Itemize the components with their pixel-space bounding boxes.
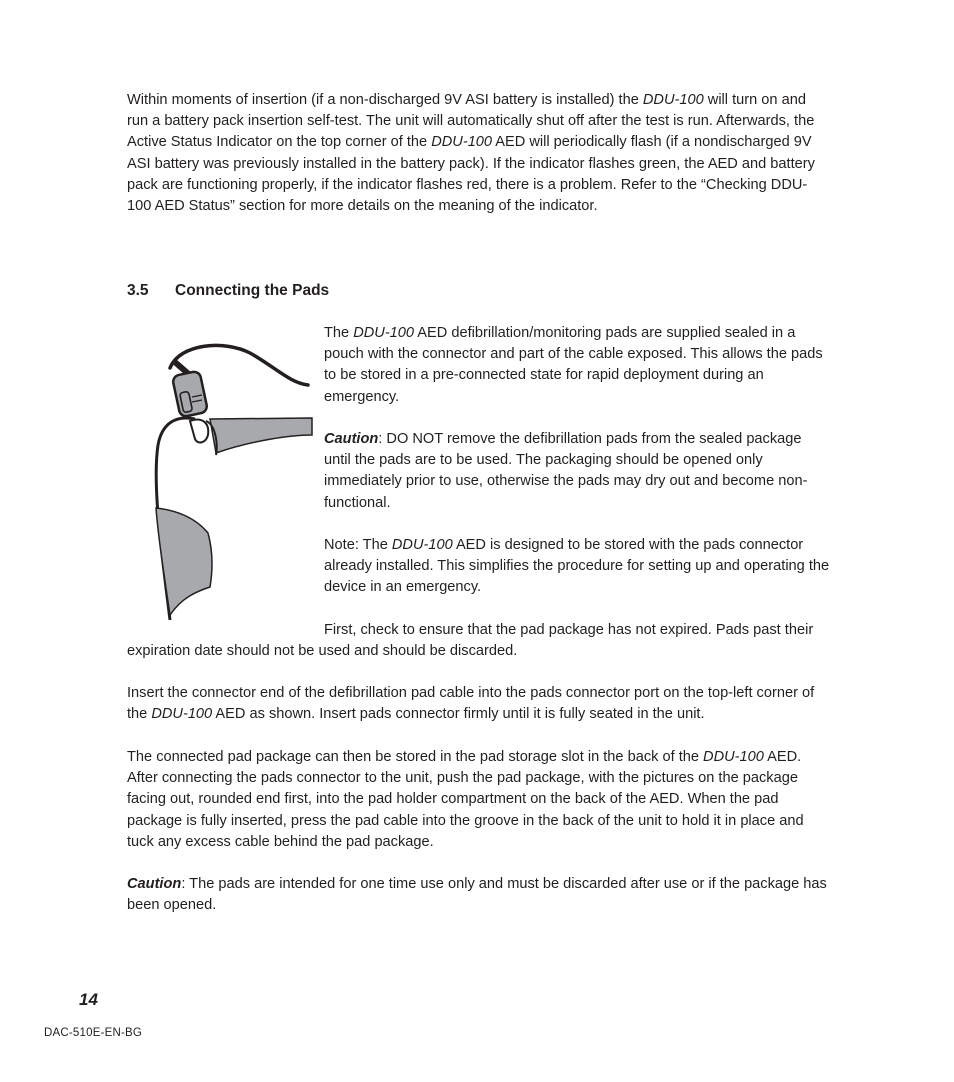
- pad-storage-paragraph: The connected pad package can then be stored in the pad storage slot in the back of the DDU-100 AED. After connecting the pads connector to the unit, push the pad package, with the pictures on the package facing out, rounded end first, into the pad holder compartment on the back of the AED. When the pad package is fully inserted, press the pad cable into the groove in the back of the unit to hold it in place and tuck any excess cable behind the pad package.: [127, 749, 804, 850]
- pads-connector-illustration: [140, 335, 320, 625]
- intro-paragraph: Within moments of insertion (if a non-discharged 9V ASI battery is installed) the DDU-100 will turn on and run a battery pack insertion self-test. The unit will automatically shut off after the test is run. Afterwards, the Active Status Indicator on the top corner of the DDU-100 AED will periodically flash (if a nondischarged 9V ASI battery was previously installed in the battery pack). If the indicator flashes green, the AED and battery pack are functioning properly, if the indicator flashes red, there is a problem. Refer to the “Checking DDU-100 AED Status” section for more details on the meaning of the indicator.: [127, 92, 815, 215]
- product-name: DDU-100: [431, 134, 493, 151]
- caution-label: Caution: [127, 876, 182, 892]
- document-code: DAC-510E-EN-BG: [44, 1027, 143, 1039]
- product-name: DDU-100: [353, 325, 415, 341]
- caution-label: Caution: [324, 431, 379, 447]
- page-number: 14: [79, 990, 98, 1009]
- pads-description-paragraph: The DDU-100 AED defibrillation/monitoring pads are supplied sealed in a pouch with the connector and part of the cable exposed. This allows the pads to be stored in a pre-connected state for rapid deployment during an emergency.: [324, 325, 823, 405]
- caution-paragraph: Caution: DO NOT remove the defibrillation pads from the sealed package until the pads are to be used. The packaging should be opened only immediately prior to use, otherwise the pads may dry out and become non-functional.: [324, 431, 808, 511]
- product-name: DDU-100: [642, 92, 704, 108]
- product-name: DDU-100: [151, 706, 213, 723]
- single-use-caution-paragraph: Caution: The pads are intended for one time use only and must be discarded after use or if the package has been opened.: [127, 876, 827, 914]
- section-heading: [127, 280, 329, 301]
- note-paragraph: Note: The DDU-100 AED is designed to be stored with the pads connector already installed. This simplifies the procedure for setting up and operating the device in an emergency.: [324, 537, 830, 596]
- expiration-paragraph: First, check to ensure that the pad package has not expired. Pads past their expiration date should not be used and should be discarded.: [127, 622, 814, 660]
- section-title: Connecting the Pads: [175, 282, 330, 299]
- section-number: 3.5: [127, 282, 149, 299]
- product-name: DDU-100: [391, 537, 453, 553]
- product-name: DDU-100: [703, 749, 764, 765]
- insert-connector-paragraph: Insert the connector end of the defibrillation pad cable into the pads connector port on the top-left corner of the DDU-100 AED as shown. Insert pads connector firmly until it is fully seated in the unit.: [127, 685, 815, 723]
